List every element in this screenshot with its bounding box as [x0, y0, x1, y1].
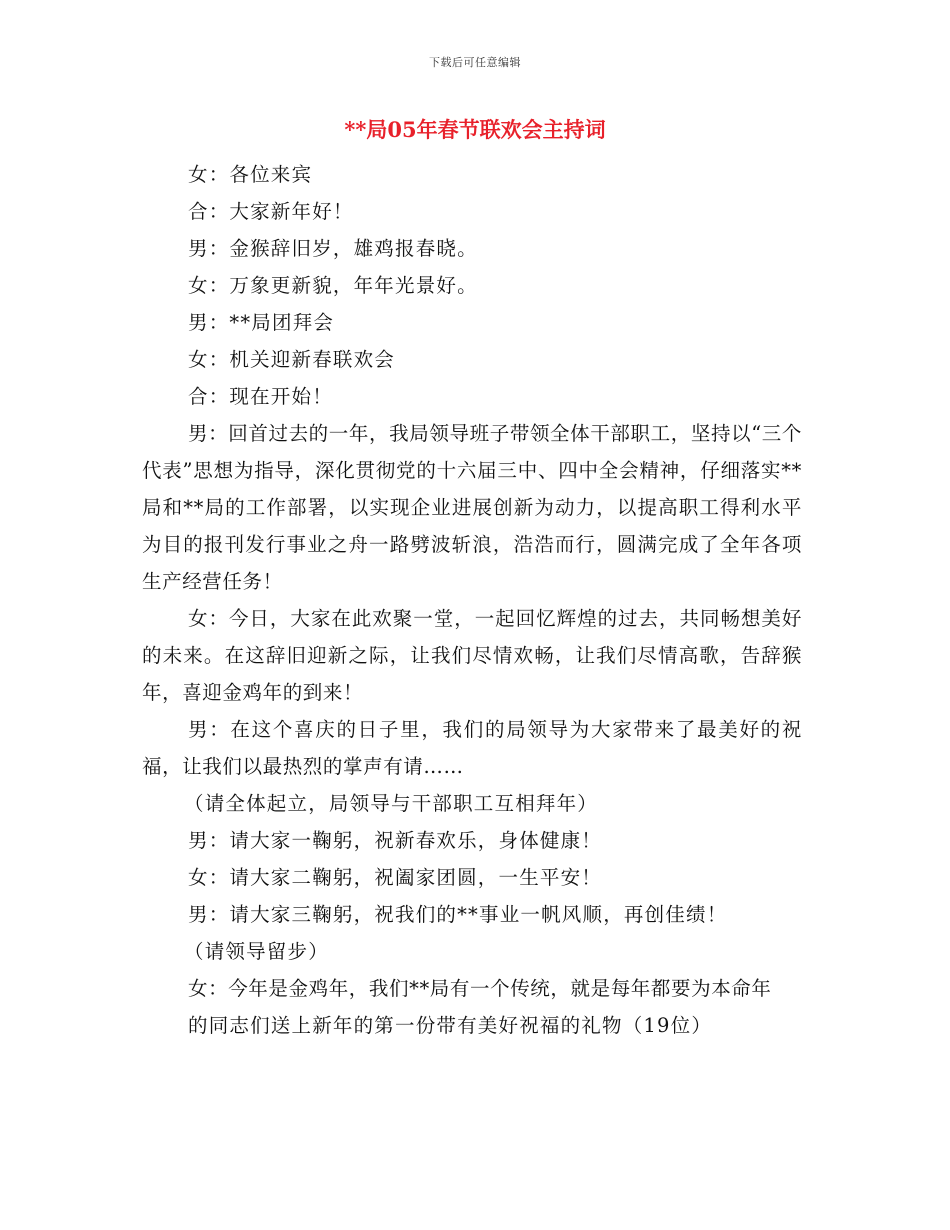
- paragraph: 男：**局团拜会: [188, 311, 335, 334]
- paragraph: 女：万象更新貌，年年光景好。: [188, 274, 478, 297]
- paragraph: （请领导留步）: [184, 940, 329, 963]
- paragraph: 男：回首过去的一年，我局领导班子带领全体干部职工，坚持以“三个代表”思想为指导，深化贯彻党的十六届三中、四中全会精神，仔细落实**局和**局的工作部署，以实现企业进展创新为动力，以提高职工得利水平为目的报刊发行事业之舟一路劈波斩浪，浩浩而行，圆满完成了全年各项生产经营任务！: [142, 422, 802, 593]
- header-note: 下载后可任意编辑: [429, 56, 521, 69]
- paragraph: 女：机关迎新春联欢会: [188, 348, 396, 371]
- paragraph: 的同志们送上新年的第一份带有美好祝福的礼物（19位）: [188, 1014, 713, 1037]
- paragraph: 男：请大家三鞠躬，祝我们的**事业一帆风顺，再创佳绩！: [188, 903, 728, 926]
- paragraph: 男：在这个喜庆的日子里，我们的局领导为大家带来了最美好的祝福，让我们以最热烈的掌声有请……: [142, 718, 802, 778]
- paragraph: （请全体起立，局领导与干部职工互相拜年）: [184, 792, 599, 815]
- document-body: [142, 156, 802, 1044]
- paragraph: 女：请大家二鞠躬，祝阖家团圆，一生平安！: [188, 866, 603, 889]
- paragraph: 合：大家新年好！: [188, 200, 354, 223]
- paragraph: 男：请大家一鞠躬，祝新春欢乐，身体健康！: [188, 829, 603, 852]
- paragraph: 女：各位来宾: [188, 163, 313, 186]
- paragraph: 合：现在开始！: [188, 385, 333, 408]
- paragraph: 女：今年是金鸡年，我们**局有一个传统，就是每年都要为本命年: [188, 977, 772, 1000]
- paragraph: 女：今日，大家在此欢聚一堂，一起回忆辉煌的过去，共同畅想美好的未来。在这辞旧迎新之际，让我们尽情欢畅，让我们尽情高歌，告辞猴年，喜迎金鸡年的到来！: [142, 607, 802, 704]
- paragraph: 男：金猴辞旧岁，雄鸡报春晓。: [188, 237, 478, 260]
- document-title: **局05年春节联欢会主持词: [344, 117, 606, 142]
